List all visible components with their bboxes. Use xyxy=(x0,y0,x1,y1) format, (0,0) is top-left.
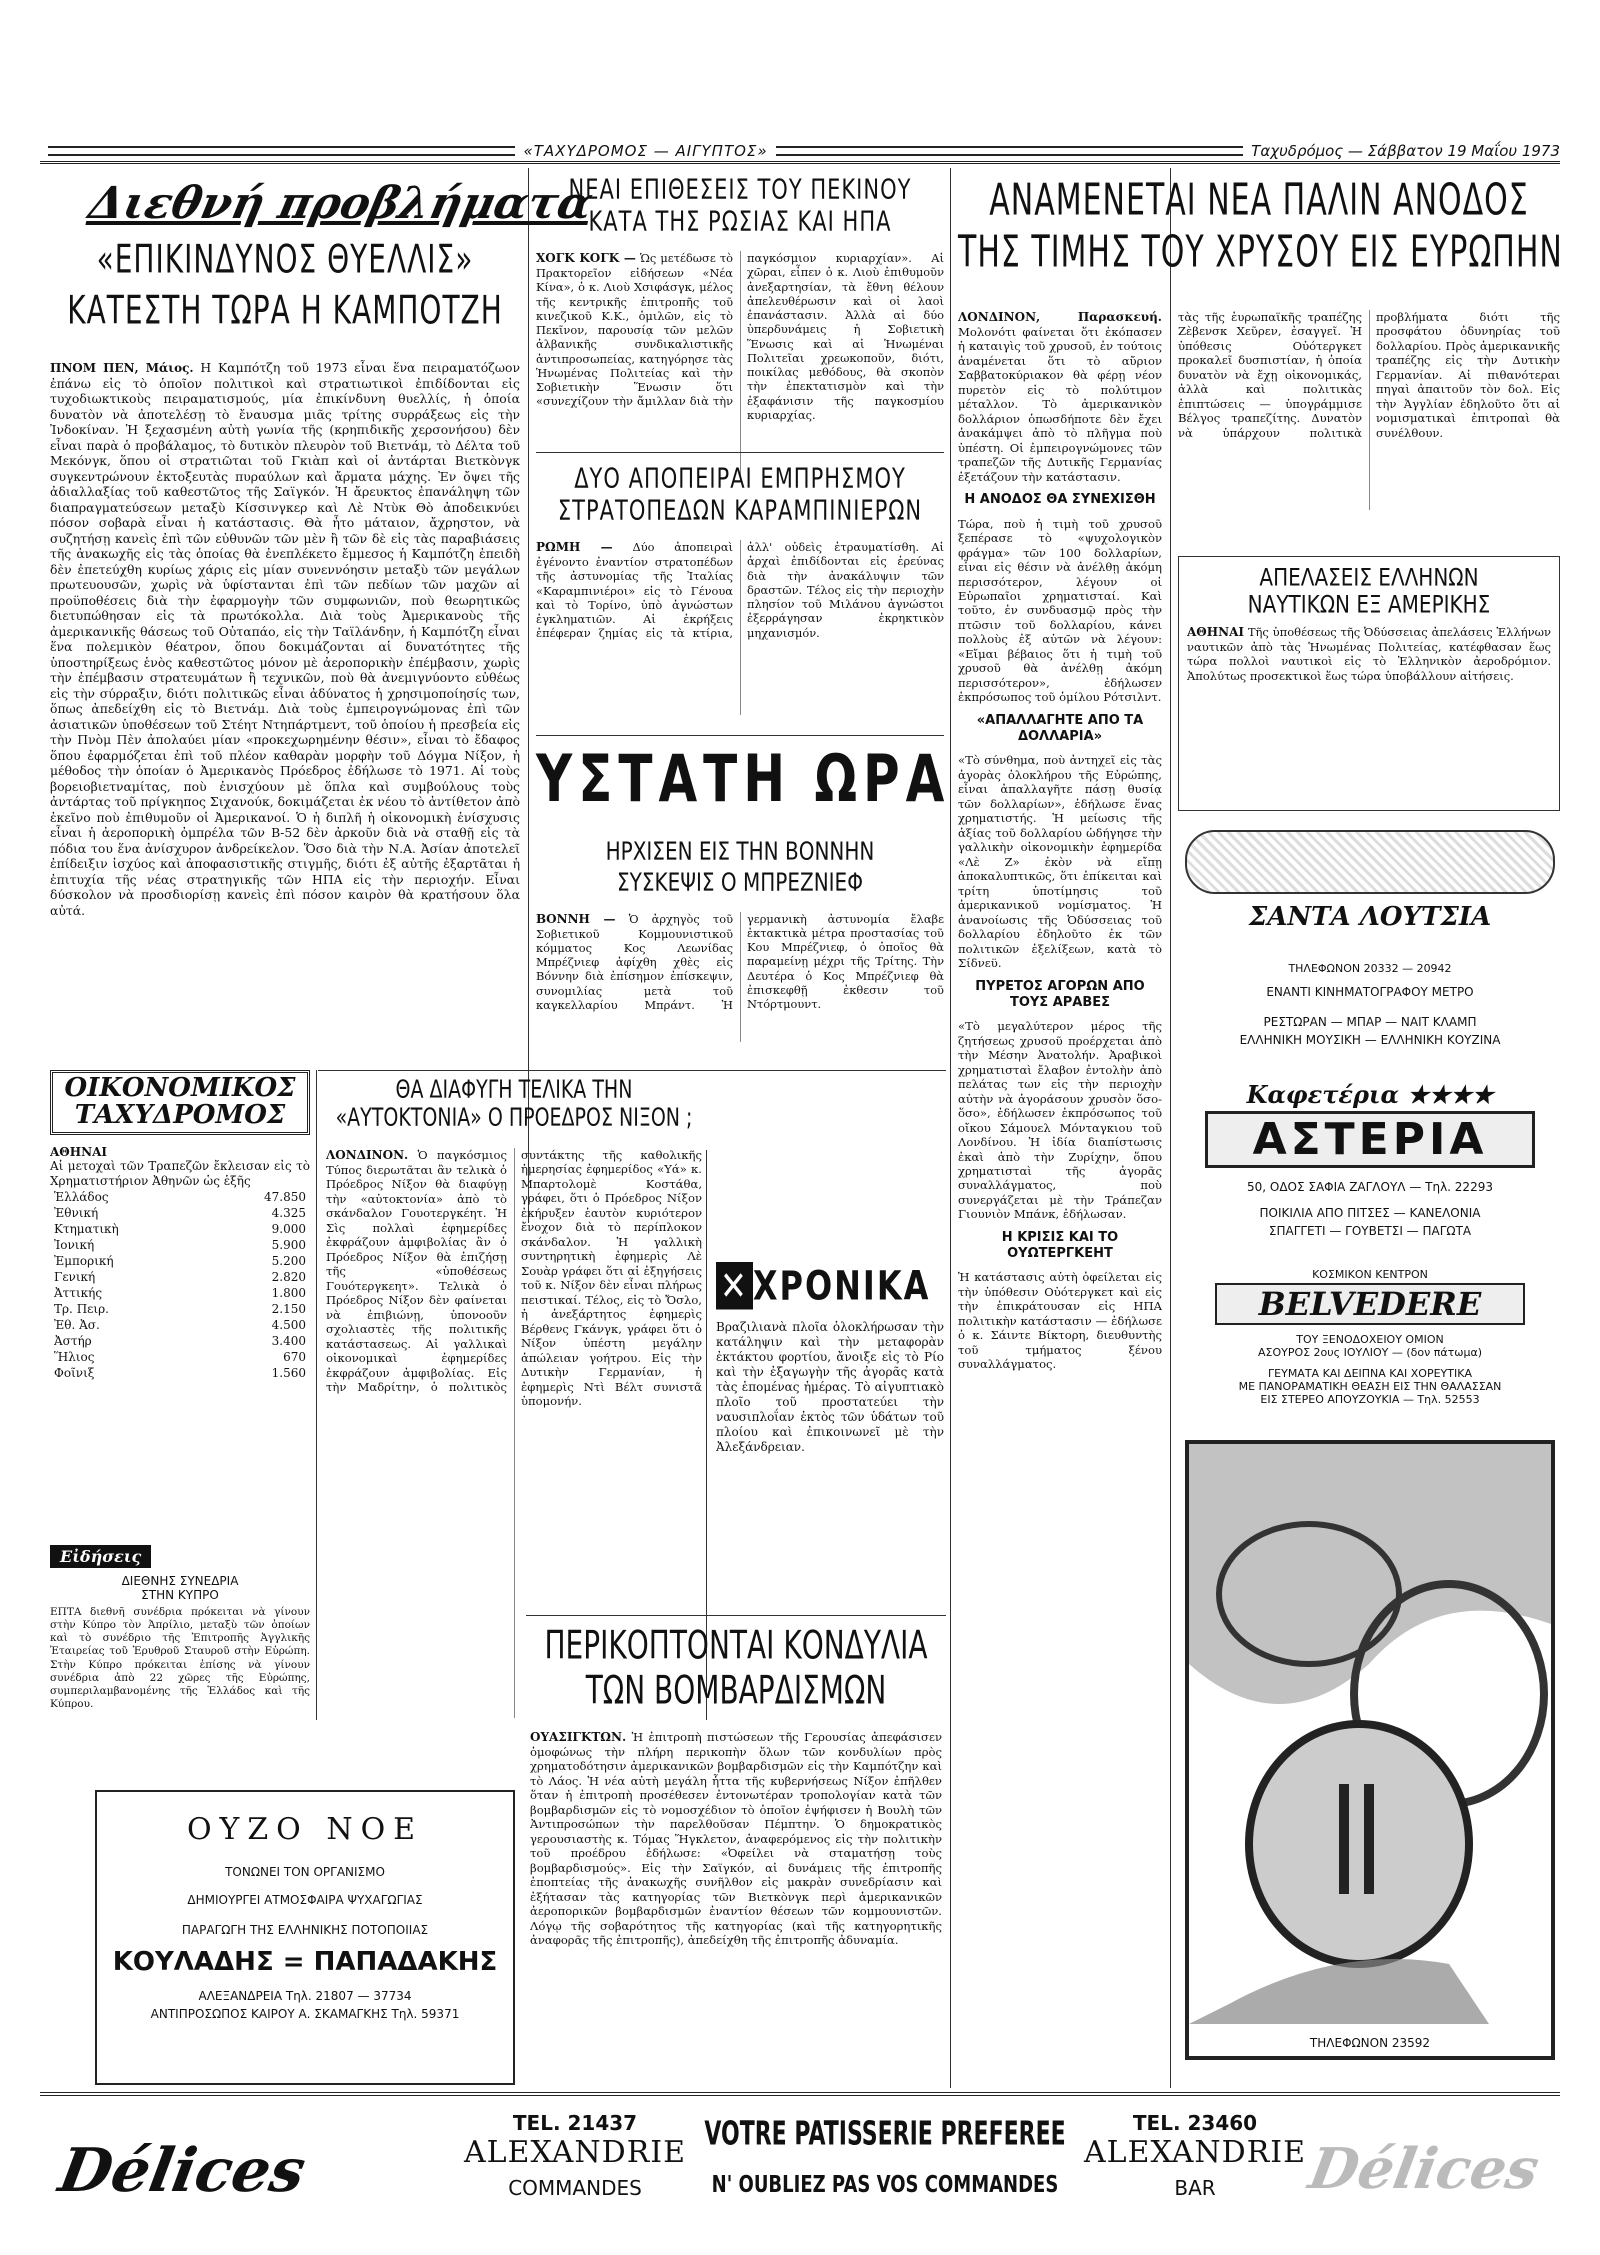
rates-value: 3.400 xyxy=(271,1333,306,1348)
article-headline: ΑΝΑΜΕΝΕΤΑΙ ΝΕΑ ΠΑΛΙΝ ΑΝΟΔΟΣ xyxy=(989,175,1529,226)
chronika-banner xyxy=(716,1262,944,1310)
article-body: Ὁ παγκόσμιος Τύπος διερωτᾶται ἂν τελικὰ ὁ Πρόεδρος Νίξον θὰ διαφύγῃ τὴν «αὐτοκτονία» ἀπὸ τὸ σκάνδαλον Γουοτεργκέητ. Ἡ Σὶς πολλαὶ ἐφημερίδες ἐκφράζουν ἀμφιβολίας ἂν ὁ Πρόεδρος Νίξον θὰ ἐπιζήσῃ τῆς «ὑποθέσεως Γουότεργκεητ». Τελικὰ ὁ Πρόεδρος Νίξον δὲν φαίνεται νὰ ἐπιβιώνῃ, ὑπονοοῦν σχολιαστὲς τῆς πολιτικῆς κατάστασεως. Αἱ γαλλικαὶ οἰκονομικαὶ ἐφημερίδες ἐκφράζουν ἀμφιβολίας. Εἰς τὴν Μαδρίτην, ὁ πολιτικὸς συντάκτης τῆς καθολικῆς ἡμερησίας ἐφημερίδος «Υά» κ. Μπαρτολομὲ Κοστάθα, γράφει, ὅτι ὁ Πρόεδρος Νίξον ἐκήρυξεν ἑαυτὸν κυριότερον ἔνοχον διὰ τὸ περίπλοκον σκάνδαλον. Ἡ γαλλικὴ συντηρητικὴ ἐφημερὶς Λὲ Σουὰρ γράφει ὅτι αἱ ἐξηγήσεις τοῦ κ. Νίξον δὲν εἶναι πλήρως πειστικαί. Τέλος, εἰς τὸ Ὄσλο, ἡ ἀνεξάρτητος ἐφημερὶς Βέρθενς Γκάνγκ, γράφει ὅτι ὁ Νίξον ὑπέστη μεγάλην ἀπώλειαν γοήτρου. Εἰς τὴν Δυτικὴν Γερμανίαν, ἡ ἐφημερὶς Ντὶ Βέλτ συνιστᾶ ὑπομονήν. xyxy=(326,1148,702,1409)
rates-box xyxy=(50,1070,310,1490)
ad-line: ΤΟΥ ΞΕΝΟΔΟΧΕΙΟΥ ΟΜΙΟΝ xyxy=(1296,1333,1444,1346)
brief-tag: Εἰδήσεις xyxy=(50,1545,151,1568)
section-rule xyxy=(318,1070,946,1071)
article-headline: ΤΩΝ ΒΟΜΒΑΡΔΙΣΜΩΝ xyxy=(585,1667,887,1714)
rates-row xyxy=(50,1317,310,1333)
article-headline: ΤΗΣ ΤΙΜΗΣ ΤΟΥ ΧΡΥΣΟΥ ΕΙΣ ΕΥΡΩΠΗΝ xyxy=(958,226,1563,278)
rates-table xyxy=(50,1189,310,1381)
rates-name: Ἥλιος xyxy=(54,1349,95,1364)
rates-row xyxy=(50,1189,310,1205)
article-headline: ΚΑΤΑ ΤΗΣ ΡΩΣΙΑΣ ΚΑΙ ΗΠΑ xyxy=(588,205,892,237)
article-body: Δύο ἀποπειραὶ ἐγένοντο ἐναντίον στρατοπέδων τῆς ἀστυνομίας τῆς Ἰταλίας «Καραμπινιέροι» εἰς τὸ Γένουα καὶ τὸ Τορίνο, ὑπὸ ἀγνώστων ἐγκληματιῶν. Αἱ ἐκρήξεις ἐπέφεραν ζημίας εἰς τὰ κτίρια, ἀλλ' οὐδεὶς ἐτραυματίσθη. Αἱ ἀρχαὶ ἐπιδίδονται εἰς ἐρεύνας διὰ τὴν ἀνακάλυψιν τῶν δραστῶν. Τέλος εἰς τὴν περιοχὴν πλησίον τοῦ Μιλάνου ἀγνώστοι ἐξερράγησαν ἐκρηκτικὸν μηχανισμόν. xyxy=(536,540,944,641)
article-body: Τῆς ὑποθέσεως τῆς Ὀδύσσειας ἀπελάσεις Ἑλλήνων ναυτικῶν ἀπὸ τὰς Ἡνωμένας Πολιτείας, κατέφθασαν ἕως τώρα πολλοὶ ναυτικοὶ εἰς τὸ Ἑλληνικὸν ἀεροδρόμιον. Ἀπολύτως προσεκτικοὶ ἕως τώρα ὑποβάλλουν αἰτήσεις. xyxy=(1187,625,1551,683)
ad-ouzo xyxy=(95,1790,515,2085)
article-headline: ΝΕΑΙ ΕΠΙΘΕΣΕΙΣ ΤΟΥ ΠΕΚΙΝΟΥ xyxy=(568,173,912,205)
article-headline: ΣΥΣΚΕΨΙΣ Ο ΜΠΡΕΖΝΙΕΦ xyxy=(617,866,863,896)
article-headline: ΔΥΟ ΑΠΟΠΕΙΡΑΙ ΕΜΠΡΗΣΜΟΥ xyxy=(574,462,906,494)
bottom-tel: TEL. 21437 xyxy=(512,2111,638,2135)
masthead-center: «ΤΑΧΥΔΡΟΜΟΣ — ΑΙΓΥΠΤΟΣ» xyxy=(523,141,768,160)
article-subhead: Η ΚΡΙΣΙΣ ΚΑΙ ΤΟ ΟΥΩΤΕΡΓΚΕΗΤ xyxy=(1001,1229,1119,1262)
article-body: τὰς τῆς ἑυρωπαϊκῆς τραπέζης Ζὲβενσκ Χεῦρεν, ἐσαγγεῖ. Ἡ ὑπόθεσις Οὐότεργκετ προκαλεῖ δυσπιστίαν, ἡ ὁποία δυνατὸν νὰ ἔχῃ οἰκονομικάς, ἀλλὰ καὶ πολιτικὰς ἐπιπτώσεις — ὑπογράμμισε Βέλγος τραπεζίτης. Δυνατὸν νὰ ὑπάρχουν πολιτικὰ προβλήματα διότι τῆς προσφάτου ὀδυνηρίας τοῦ δολλαρίου. Πρὸς ἀμερικανικῆς τραπέζης εἰς τὴν Δυτικὴν Γερμανίαν. Αἱ πιθανότεραι πηγαὶ ἀπαιτοῦν τὸν δολ. Εἰς τὴν Ἀγγλίαν ἐδηλοῦτο ὅτι αἱ νομισματικαὶ ἐπιτροπαὶ θὰ συνέλθουν. xyxy=(1178,310,1560,440)
article-dateline: ΠΝΟΜ ΠΕΝ, Μάιος. xyxy=(50,360,194,375)
rates-name: Ἀστήρ xyxy=(54,1333,92,1348)
rates-value: 2.820 xyxy=(271,1269,306,1284)
article-headline: «ΑΥΤΟΚΤΟΝΙΑ» Ο ΠΡΟΕΔΡΟΣ ΝΙΞΟΝ ; xyxy=(335,1103,693,1132)
ad-line: ΓΕΥΜΑΤΑ ΚΑΙ ΔΕΙΠΝΑ ΚΑΙ ΧΟΡΕΥΤΙΚΑ xyxy=(1268,1367,1472,1380)
rates-row xyxy=(50,1253,310,1269)
article-body: Ἡ κατάστασις αὐτὴ ὀφείλεται εἰς τὴν ὑπόθεσιν Οὐότεργκετ καὶ εἰς τὴν ἐπικράτουσαν εἰς ΗΠΑ πολιτικὴν κατάστασιν — ἐδήλωσε ὁ κ. Σάιντε Βίκτορη, διευθυντὴς τοῦ τμήματος ξένου συναλλάγματος. xyxy=(958,1270,1162,1372)
bottom-tel: TEL. 23460 xyxy=(1132,2111,1258,2135)
rates-name: Γενική xyxy=(54,1269,96,1284)
article-body-wrap xyxy=(536,251,944,481)
article-bombing-body xyxy=(530,1730,942,2085)
article-headline: ΠΕΡΙΚΟΠΤΟΝΤΑΙ ΚΟΝΔΥΛΙΑ xyxy=(544,1622,928,1669)
rates-value: 5.200 xyxy=(271,1253,306,1268)
rates-name: Φοῖνιξ xyxy=(54,1365,95,1380)
article-subhead: ΠΥΡΕΤΟΣ ΑΓΟΡΩΝ ΑΠΟ ΤΟΥΣ ΑΡΑΒΕΣ xyxy=(975,978,1145,1010)
ad-line: ΔΗΜΙΟΥΡΓΕΙ ΑΤΜΟΣΦΑΙΡΑ ΨΥΧΑΓΩΓΙΑΣ xyxy=(187,1893,423,1907)
plates-illustration xyxy=(1189,1444,1551,2024)
article-body: ΕΠΤΑ διεθνῆ συνέδρια πρόκειται νὰ γίνουν στὴν Κύπρο τὸν Ἀπρίλιο, μεταξὺ τῶν ὁποίων καὶ τὸ συνέδριο τῆς Ἐπιτροπῆς Ἀγγλικῆς Ἐταιρείας τοῦ Ἐρυθροῦ Σταυροῦ στὴν Εὐρώπη. Στὴν Κύπρο πρόκειται ἐπίσης νὰ γίνουν συνέδρια ἀπὸ 22 χῶρες τῆς Εὐρώπης, συμπεριλαμβανομένης τῆς Ἑλλάδος καὶ τῆς Κύπρου. xyxy=(50,1606,310,1710)
article-body: Τώρα, ποὺ ἡ τιμὴ τοῦ χρυσοῦ ξεπέρασε τὸ «ψυχολογικὸν φράγμα» τῶν 100 δολλαρίων, εἶναι εἰς θέσιν νὰ ἀνέλθῃ ἀκόμη περισσότερον, λέγουν οἱ Εὐρωπαῖοι χρηματισταί. Καὶ τοῦτο, ἐν συνδυασμῷ πρὸς τὴν πτῶσιν τοῦ δολλαρίου, κάνει πολλοὺς ἐξ αὐτῶν νὰ λέγουν: «Εἴμαι βέβαιος ὅτι ἡ τιμὴ τοῦ χρυσοῦ θὰ ἀνέλθῃ ἀκόμη περισσότερον», ἐδήλωσεν ἐκπρόσωπος τοῦ ὁμίλου Ρότσιλντ. xyxy=(958,516,1162,705)
ad-line: ΠΑΡΑΓΩΓΗ ΤΗΣ ΕΛΛΗΝΙΚΗΣ ΠΟΤΟΠΟΙΙΑΣ xyxy=(181,1923,429,1937)
rates-row xyxy=(50,1237,310,1253)
rates-value: 670 xyxy=(283,1349,306,1364)
article-dateline: ΟΥΑΣΙΓΚΤΩΝ. xyxy=(530,1730,627,1744)
article-headline: ΑΠΕΛΑΣΕΙΣ ΕΛΛΗΝΩΝ xyxy=(1259,562,1479,592)
article-body: Ὁ ἀρχηγὸς τοῦ Σοβιετικοῦ Κομμουνιστικοῦ κόμματος Κος Λεωνίδας Μπρέζνιεφ ἀφίχθη χθὲς εἰς Βόννην διὰ ἐπίσημον ἐπίσκεψιν, συνομιλίας μετὰ τοῦ καγκελλαρίου Μπράντ. Ἡ γερμανικὴ ἀστυνομία ἔλαβε ἐκτακτικὰ μέτρα προστασίας τοῦ Κου Μπρέζνιεφ, ὁ ὁποῖος θὰ παραμείνῃ μέχρι τῆς Τρίτης. Τὴν Δευτέρα ὁ Κος Μπρέζνιεφ θὰ ἐπισκεφθῇ ἐκθεσιν τοῦ Ντόρτμουντ. xyxy=(536,911,944,1012)
bottom-slogan: N' OUBLIEZ PAS VOS COMMANDES xyxy=(711,2171,1059,2199)
rates-dateline: ΑΘΗΝΑΙ xyxy=(50,1144,107,1159)
ad-line: ΕΙΣ ΣΤΕΡΕΟ ΑΠΟΥΖΟΥΚΙΑ — Τηλ. 52553 xyxy=(1260,1393,1480,1406)
article-body-wrap xyxy=(1187,625,1551,775)
ad-line: ΡΕΣΤΩΡΑΝ — ΜΠΑΡ — ΝΑΙΤ ΚΛΑΜΠ xyxy=(1263,1015,1477,1029)
article-headline: ΗΡΧΙΣΕΝ ΕΙΣ ΤΗΝ ΒΟΝΝΗΝ xyxy=(605,835,875,865)
chronika-x-icon: ✕ xyxy=(716,1262,753,1310)
article-dateline: ΡΩΜΗ — xyxy=(536,540,613,555)
article-arson xyxy=(536,464,944,715)
rates-value: 9.000 xyxy=(271,1221,306,1236)
article-headline: ΝΑΥΤΙΚΩΝ ΕΞ ΑΜΕΡΙΚΗΣ xyxy=(1247,589,1491,619)
ad-scroll-band xyxy=(1185,830,1555,894)
column-rule xyxy=(950,168,951,2088)
article-body: Η Καμπότζη τοῦ 1973 εἶναι ἕνα πειραματόζωον ἐπάνω εἰς τὸ ὁποῖον πολιτικοὶ καὶ στρατιωτικοὶ ἐπιδίδονται εἰς τυχοδιωκτικοὺς πειραματισμούς, μία ἐπικίνδυνη θυελλίς, ἡ ὁποία δυνατὸν νὰ ἀποτελέσῃ τὸ ἔναυσμα μιᾶς τρίτης συρράξεως εἰς τὴν Ἰνδοκίναν. Ἡ ξεχασμένη αὐτὴ γωνία τῆς (κρηπιδικῆς χερσονήσου) δὲν εἶναι παρὰ ὁ προβάλαμος, τὸ δυτικὸν πλευρὸν τοῦ Βιετνάμ, τὸ Δέλτα τοῦ Μεκόνγκ, ὅπου οἱ στρατιῶται τοῦ Γκιὰπ καὶ οἱ ἀντάρται Βιετκὸνγκ συγκεντρώνουν ἐκτοξευτὰς πυραύλων καὶ ἄρματα μάχης. Ἐν ὄψει τῆς ἀδιαλλαξίας τοῦ καθεστῶτος τῆς Σαϊγκόν. Ἡ ἄρευκτος ἐπανάληψη τῶν διαπραγματεύσεων μεταξὺ Κίσσινγκερ καὶ Λὲ Ντὺκ Θὸ ἀποδεικνύει πόσον σοβαρὰ εἶναι ἡ κατάστασις. Θὰ ἦτο μάταιον, ἄχρηστον, νὰ συζητήσῃ κανεὶς ἐπὶ τῶν εὐθυνῶν τῶν μὲν ἢ τῶν δὲ εἰς τὰς παραβιάσεις τῆς ἀνακωχῆς εἰς τὰς ὁποίας θὰ ἐνεπλέκετο ἔμμεσος ἡ Καμπότζη ἐπειδὴ δὲν ἐπετεύχθη κυρίως χάρις εἰς μίαν συνεννόησιν μεταξὺ τῶν μεγάλων πρωτευουσῶν, χωρὶς νὰ ὑφίστανται ἐπὶ τῶν πεδίων τῶν μαχῶν αἱ προϋποθέσεις διὰ τὴν ἐφαρμογὴν τῶν συμφωνιῶν, ποὺ θεωρητικῶς διετυπώθησαν εἰς τὰ πρωτόκολλα. Διὰ τοὺς Ἀμερικανοὺς τῆς ἀμερικανικῆς θάσεως τοῦ Οὐταπάο, εἰς τὴν Ταϊλάνδην, ἡ Καμπότζη εἶναι ἕνα πολεμικὸν θέατρον, ὅπου δοκιμάζονται αἱ δυνατότητες τῆς ὑποστηρίξεως ἑνὸς καθεστῶτος μόνον μὲ ἀεροπορικὴν ἐπέμβασιν, χωρὶς τὴν ἐπέμβασιν στρατευμάτων ἢ τεχνικῶν, ποὺ θὰ ἀνεμιγνύοντο εὐθέως εἰς τὴν σύρραξιν, διότι πολιτικῶς εἶναι ἀδύνατος ἡ χρησιμοποίησίς των, ὅπως ἀπεδείχθη εἰς τὸ Βιετνάμ. Διὰ τοὺς ἐμπειρογνώμονας ἐπὶ τῶν ἀσιατικῶν ὑποθέσεων τοῦ Στέητ Ντηπάρτμεντ, τοῦ ὁποίου ἡ πρεσβεία εἰς τὴν Πνὸμ Πὲν ἀπολαύει μίαν «προκεχωρημένην θέσιν», εἶναι τὸ ἔδαφος ὅπου ἐφαρμόζεται ἐπὶ τοῦ πλέον καθαρὰν μορφὴν τοῦ Δόγμα Νίξον, ἡ μέθοδος τὴν ὁποίαν ὁ Ἀμερικανὸς Πρόεδρος ἐδήλωσε τὸ 1971. Αἱ τοὺς βορειοβιετναμίτας, ποὺ ἐνισχύουν μὲ ὅπλα καὶ συμβούλους τοὺς ἀντάρτας τοῦ πρίγκηπος Σιχανούκ, δοκιμάζεται ἐκ νέου τὸ ἀντίθετον ἀπὸ ἐκεῖνο ποὺ ἐπιθυμοῦν οἱ Ἀμερικανοί. Ὁ ἡ διπλῆ ἡ οἰκονομικὴ ἑνίσχυσις εἶναι ἡ ἀεροπορικὴ ὀμπρέλα τῶν Β-52 δὲν ἀρκοῦν διὰ νὰ σταθῇ εἰς τὰ πόδια του ἕνα ἀνίσχυρον ἀνδρείκελον. Ὅσο διὰ τὴν Ν.Α. Ἀσίαν ἀποτελεῖ ἐπίδειξιν ἰσχύος καὶ ἀποφασιστικῆς στιγμῆς, διότι ἐξ αὐτῆς ἐξαρτᾶται ἡ ἐπιτυχία τῆς νέας στρατηγικῆς τῶν ΗΠΑ εἰς τὴν περιοχήν. Εἶναι δύσκολον νὰ προσδιορίσῃ κανεὶς ἐπὶ πόσον καιρὸν θὰ κρατήσουν ὅλα αὐτά. xyxy=(50,359,520,918)
bottom-mid-block xyxy=(700,2116,1070,2199)
rates-row xyxy=(50,1349,310,1365)
chronika-title: ΧΡΟΝΙΚΑ xyxy=(752,1262,931,1310)
bottom-slogan: VOTRE PATISSERIE PREFEREE xyxy=(704,2116,1066,2154)
rates-row xyxy=(50,1269,310,1285)
article-headline: ΚΑΤΕΣΤΗ ΤΩΡΑ Η ΚΑΜΠΟΤΖΗ xyxy=(67,287,503,334)
bottom-city: ALEXANDRIE xyxy=(463,2135,687,2170)
ad-line: ΚΟΣΜΙΚΟΝ ΚΕΝΤΡΟΝ xyxy=(1312,1268,1428,1281)
article-dateline: ΧΟΓΚ ΚΟΓΚ — xyxy=(536,251,636,266)
delices-logo-left: Délices xyxy=(53,2136,311,2206)
article-body: «Τὸ σύνθημα, ποὺ ἀντηχεῖ εἰς τὰς ἀγορὰς ὁλοκλήρου τῆς Εὐρώπης, εἶναι ἀπαλλαγῆτε πάσῃ θυσίᾳ τῶν δολλαρίων», ἐδήλωσε ἕνας χρηματιστής. Ἡ μείωσις τῆς ἀξίας τοῦ δολλαρίου ὡδήγησε τὴν γαλλικὴν οἰκονομικὴν ἐφημερίδα «Λὲ Ζ» ἐκὸν νὰ εἴπῃ ἀποκαλυπτικῶς, ὅτι ἐπίκειται καὶ τρίτη ὑποτίμησις τοῦ ἀμερικανικοῦ νομίσματος. Ἡ ἀνανοίωσις τῆς Ὀδύσσειας τοῦ δολλαρίου ἐδηλοῦτο ἐκ τῶν πολιτικῶν ἐξελίξεων, κατὰ τὸ Σίδνεϋ. xyxy=(958,753,1162,971)
article-body: «Τὸ μεγαλύτερον μέρος τῆς ζητήσεως χρυσοῦ προέρχεται ἀπὸ τὴν Μέσην Ἀνατολήν. Ἀραβικοὶ χρηματισταὶ ἔλαβον ἐντολὴν ἀπὸ πελάτας των εἰς τὴν περιοχὴν αὐτὴν νὰ ἀγοράσουν χρυσὸν ὅσο-ὅσο», ἐδήλωσεν ἐκπρόσωπος τοῦ οἴκου Σάμουελ Μόνταγκιου τοῦ Λονδίνου. Ἡ ἰδία διαπίστωσις ἐκαὶ ἀπὸ τὴν Ζυρίχην, ὅπου χρηματισταὶ τῆς ἀγορᾶς συναλλάγματος, ποὺ συνεργάζεται μὲ τὴν Τράπεζαν Γιουνιὸν Μπάνκ, ἐδήλωσαν. xyxy=(958,1019,1162,1222)
article-dateline: ΛΟΝΔΙΝΟΝ, Παρασκευή. xyxy=(958,310,1162,324)
article-headline: ΣΤΡΑΤΟΠΕΔΩΝ ΚΑΡΑΜΠΙΝΙΕΡΩΝ xyxy=(557,494,923,526)
article-subhead: «ΑΠΑΛΛΑΓΗΤΕ ΑΠΟ ΤΑ ΔΟΛΛΑΡΙΑ» xyxy=(976,712,1144,745)
column-rule xyxy=(1170,168,1171,2088)
rates-name: Ἐμπορική xyxy=(54,1253,114,1268)
column-rule xyxy=(528,168,529,1223)
article-gold-body-right xyxy=(1178,310,1560,510)
article-body: Μολονότι φαίνεται ὅτι ἐκόπασεν ἡ καταιγὶς τοῦ χρυσοῦ, ἐν τούτοις ἀναμένεται ὅτι τὸ αὔριον Σαββατοκύριακον θὰ φέρῃ νέον πυρετὸν εἰς τὸ πολύτιμον μέταλλον. Τὸ ἀμερικανικὸν δολλάριον ὁπωσδήποτε δὲν ἔχει ἀνακάμψει ἀπὸ τὸ πλῆγμα ποὺ ὑπέστη. Οἱ ἐμπειρογνώμονες τῶν τραπεζῶν τῆς Δυτικῆς Γερμανίας ἐξετάζουν τὴν κατάστασιν. xyxy=(958,325,1162,484)
masthead-rule-left xyxy=(48,146,515,156)
article-peking xyxy=(536,175,944,481)
rates-value: 5.900 xyxy=(271,1237,306,1252)
rates-name: Ἑλλάδος xyxy=(54,1189,109,1204)
ad-line: ΕΛΛΗΝΙΚΗ ΜΟΥΣΙΚΗ — ΕΛΛΗΝΙΚΗ ΚΟΥΖΙΝΑ xyxy=(1239,1033,1501,1047)
article-dateline: ΒΟΝΝΗ — xyxy=(536,911,616,926)
ad-line: ΤΗΛΕΦΩΝΟΝ 20332 — 20942 xyxy=(1288,962,1452,975)
ad-line: 50, ΟΔΟΣ ΣΑΦΙΑ ΖΑΓΛΟΥΛ — Τηλ. 22293 xyxy=(1247,1180,1493,1194)
article-nixon xyxy=(326,1075,702,1132)
rates-value: 4.325 xyxy=(271,1205,306,1220)
ad-line: ΤΗΛΕΦΩΝΟΝ 23592 xyxy=(1309,2036,1431,2050)
masthead xyxy=(40,140,1560,164)
article-headline: ΣΤΗΝ ΚΥΠΡΟ xyxy=(141,1588,219,1602)
article-bombing xyxy=(530,1622,942,1714)
ad-line: ΣΠΑΓΓΕΤΙ — ΓΟΥΒΕΤΣΙ — ΠΑΓΩΤΑ xyxy=(1268,1224,1472,1238)
brief-cyprus xyxy=(50,1545,310,1715)
rates-value: 2.150 xyxy=(271,1301,306,1316)
rates-row xyxy=(50,1301,310,1317)
masthead-date: Ταχυδρόμος — Σάββατον 19 Μαΐου 1973 xyxy=(1251,141,1561,160)
section-rule xyxy=(536,452,944,453)
ad-line: ΜΕ ΠΑΝΟΡΑΜΑΤΙΚΗ ΘΕΑΣΗ ΕΙΣ ΤΗΝ ΘΑΛΑΣΣΑΝ xyxy=(1238,1380,1502,1393)
rates-row xyxy=(50,1365,310,1381)
ad-line: ΕΝΑΝΤΙ ΚΙΝΗΜΑΤΟΓΡΑΦΟΥ ΜΕΤΡΟ xyxy=(1266,985,1474,999)
rates-value: 4.500 xyxy=(271,1317,306,1332)
rates-title-line: ΟΙΚΟΝΟΜΙΚΟΣ xyxy=(64,1073,296,1103)
article-body: Ὡς μετέδωσε τὸ Πρακτορεῖον εἰδήσεων «Νέα Κίνα», ὁ κ. Λιοὺ Χσιφάσγκ, μέλος τῆς κεντρικῆς ἐπιτροπῆς τοῦ κινεζικοῦ Κ.Κ., ὁμιλῶν, εἰς τὸ Πεκῖνον, παρουσίᾳ τῶν μελῶν ἀλβανικῆς συνδικαλιστικῆς ἀντιπροσωπείας, κατηγόρησε τὰς Ἡνωμένας Πολιτείας καὶ τὴν Σοβιετικὴν Ἕνωσιν ὅτι «συνεχίζουν τὴν ἄμιλλαν διὰ τὴν παγκόσμιον κυριαρχίαν». Αἱ χῶραι, εἶπεν ὁ κ. Λιοὺ ἐπιθυμοῦν ἀνεξαρτησίαν, τὰ ἔθνη θέλουν ἀπελευθέρωσιν καὶ οἱ λαοὶ ἐπανάστασιν. Ἀλλὰ αἱ δύο ὑπερδυνάμεις ἡ Σοβιετικὴ Ἕνωσις καὶ αἱ Ἡνωμέναι Πολιτεῖαι χρεωκοποῦν, διότι, ποικίλας μεθόδους, θὰ σκοπὸν τὴν ἐπεκτατισμὸν καὶ τὴν ἐξαφάνισιν τῆς παγκοσμίου κυριαρχίας. xyxy=(536,251,944,422)
ad-line: ΠΟΙΚΙΛΙΑ ΑΠΟ ΠΙΤΣΕΣ — ΚΑΝΕΛΟΝΙΑ xyxy=(1259,1206,1481,1220)
bottom-sub: COMMANDES xyxy=(508,2176,642,2200)
article-body: Βραζιλιανὰ πλοῖα ὁλοκλήρωσαν τὴν κατάληψιν καὶ τὴν μεταφορὰν ἐκτάκτου φορτίου, ἄνοιξε εἰς τὸ Ρίο καὶ τὴν ἐξαγωγὴν τῆς ἀγορᾶς κατὰ τὰς ἑπομένας ἡμέρας. Τὸ αἰγυπτιακὸ πλοῖο τοῦ προστατεύει τὴν ναυσιπλοΐαν ἐκτὸς τῶν ὑδάτων τοῦ πλοίου καὶ ἐπικοινωνεῖ μὲ τὴν Ἀλεξάνδρειαν. xyxy=(716,1320,944,1454)
article-body-wrap xyxy=(50,360,520,1130)
column-rule xyxy=(316,1070,317,1720)
ad-asteria xyxy=(1185,1080,1555,1250)
ad-line: ΑΝΤΙΠΡΟΣΩΠΟΣ ΚΑΙΡΟΥ Α. ΣΚΑΜΑΓΚΗΣ Τηλ. 59371 xyxy=(150,2007,460,2021)
article-headline: «ΕΠΙΚΙΝΔΥΝΟΣ ΘΥΕΛΛΙΣ» xyxy=(96,236,474,283)
ad-restaurant-logo xyxy=(1185,1440,1555,2060)
bottom-right-block xyxy=(1080,2111,1310,2200)
ad-logo-text: ΑΣΤΕΡΙΑ xyxy=(1205,1111,1535,1168)
rates-name: Ἰονική xyxy=(54,1237,95,1252)
article-deportations xyxy=(1178,556,1560,811)
article-kicker: Διεθνή προβλήματα xyxy=(84,178,598,229)
article-subhead: Η ΑΝΟΔΟΣ ΘΑ ΣΥΝΕΧΙΣΘΗ xyxy=(964,492,1156,508)
bottom-ad-bar xyxy=(40,2092,1560,2242)
article-headline: ΘΑ ΔΙΑΦΥΓΗ ΤΕΛΙΚΑ ΤΗΝ xyxy=(395,1075,633,1104)
article-last-hour xyxy=(536,741,951,1042)
rates-name: Τρ. Πειρ. xyxy=(54,1301,109,1316)
rates-name: Ἐθ. Ἀσ. xyxy=(54,1317,100,1332)
ad-logo-text: BELVEDERE xyxy=(1215,1283,1525,1325)
ad-title: Καφετέρια ★★★★ xyxy=(1246,1080,1494,1109)
rates-row xyxy=(50,1333,310,1349)
article-gold-body-left xyxy=(958,310,1162,2090)
article-body-wrap xyxy=(536,912,944,1042)
section-rule xyxy=(536,735,944,736)
ad-title: ΣΑΝΤΑ ΛΟΥΤΣΙΑ xyxy=(1248,902,1492,932)
article-gold xyxy=(958,175,1563,278)
rates-value: 1.560 xyxy=(271,1365,306,1380)
ad-line: ΑΣΟΥΡΟΣ 2ους ΙΟΥΛΙΟΥ — (δον πάτωμα) xyxy=(1257,1346,1483,1359)
bottom-left-block xyxy=(460,2111,690,2200)
article-dateline: ΛΟΝΔΙΝΟΝ. xyxy=(326,1148,409,1162)
rates-row xyxy=(50,1205,310,1221)
article-chronika xyxy=(716,1262,944,1650)
ad-title: ΟΥΖΟ ΝΟΕ xyxy=(186,1812,424,1847)
bottom-sub: BAR xyxy=(1174,2176,1216,2200)
rates-intro: Αἱ μετοχαὶ τῶν Τραπεζῶν ἔκλεισαν εἰς τὸ Χρηματιστήριον Ἀθηνῶν ὡς ἑξῆς xyxy=(50,1158,310,1188)
masthead-rule-right xyxy=(776,146,1243,156)
rates-title xyxy=(50,1070,310,1135)
bottom-city: ALEXANDRIE xyxy=(1083,2135,1307,2170)
article-body-wrap xyxy=(536,540,944,715)
ad-brand: ΚΟΥΛΑΔΗΣ = ΠΑΠΑΔΑΚΗΣ xyxy=(112,1947,498,1977)
rates-row xyxy=(50,1221,310,1237)
rates-name: Ἀττικής xyxy=(54,1285,103,1300)
article-dateline: ΑΘΗΝΑΙ xyxy=(1187,625,1244,639)
last-hour-banner: ΥΣΤΑΤΗ ΩΡΑ xyxy=(536,741,951,817)
ad-line: ΤΟΝΩΝΕΙ ΤΟΝ ΟΡΓΑΝΙΣΜΟ xyxy=(225,1865,385,1879)
rates-value: 47.850 xyxy=(264,1189,306,1204)
delices-logo-right: Délices xyxy=(1304,2136,1544,2202)
rates-name: Κτηματικὴ xyxy=(54,1221,119,1236)
ad-santa-lucia xyxy=(1185,830,1555,1070)
rates-row xyxy=(50,1285,310,1301)
rates-value: 1.800 xyxy=(271,1285,306,1300)
ad-belvedere xyxy=(1185,1268,1555,1428)
rates-title-line: ΤΑΧΥΔΡΟΜΟΣ xyxy=(74,1100,286,1131)
ad-line: ΑΛΕΞΑΝΔΡΕΙΑ Τηλ. 21807 — 37734 xyxy=(198,1989,412,2003)
article-body: Ἡ ἐπιτροπὴ πιστώσεων τῆς Γερουσίας ἀπεφάσισεν ὁμοφώνως τὴν πλήρη περικοπὴν ὅλων τῶν κονδυλίων πρὸς χρηματοδότησιν ἀμερικανικῶν βομβαρδισμῶν εἰς τὴν Καμπότζην καὶ τὸ Λάος. Ἡ νέα αὐτὴ μεγάλη ἧττα τῆς κυβερνήσεως Νίξον ἐπῆλθεν ὅταν ἡ ἐπιτροπὴ προσέθεσεν ἐντονωτέραν τροπολογίαν κατὰ τῶν βομβαρδισμῶν εἰς τὸ νομοσχέδιον τὸ ὁποῖον ἐψήφισεν ἡ Βουλὴ τῶν Ἀντιπροσώπων τὴν παρελθοῦσαν Πέμπτην. Ὁ δημοκρατικὸς γερουσιαστὴς κ. Τόμας Ἥγκλετον, ἀναφερόμενος εἰς τὴν πολιτικὴν τοῦ προέδρου ἐδήλωσε: «Ὀφείλει νὰ σταματήσῃ τοὺς βομβαρδισμούς». Εἰς τὴν Σαϊγκόν, αἱ δυνάμεις τῆς ἐπιτροπῆς ἐποπτείας τῆς ἀνακωχῆς συνῆλθον εἰς μακρὰν συνεδρίασιν καὶ ἐξήτασαν τὰς κατηγορίας τῶν Βιετκὸνγκ περὶ ἀμερικανικῶν ἀεροπορικῶν βομβαρδισμῶν ἐναντίον θέσεων τῶν κομμουνιστῶν. Λόγῳ τῆς σοβαρότητος τῆς κατηγορίας (καὶ τῆς κατηγορητικῆς ἀναφορᾶς τῆς ἐπιτροπῆς), ἀπεδείχθη τῆς ἐπιτροπῆς ἀδυναμία. xyxy=(530,1730,942,1948)
section-rule xyxy=(526,1615,946,1616)
article-headline: ΔΙΕΘΝΗΣ ΣΥΝΕΔΡΙΑ xyxy=(121,1574,239,1588)
rates-name: Ἐθνική xyxy=(54,1205,99,1220)
